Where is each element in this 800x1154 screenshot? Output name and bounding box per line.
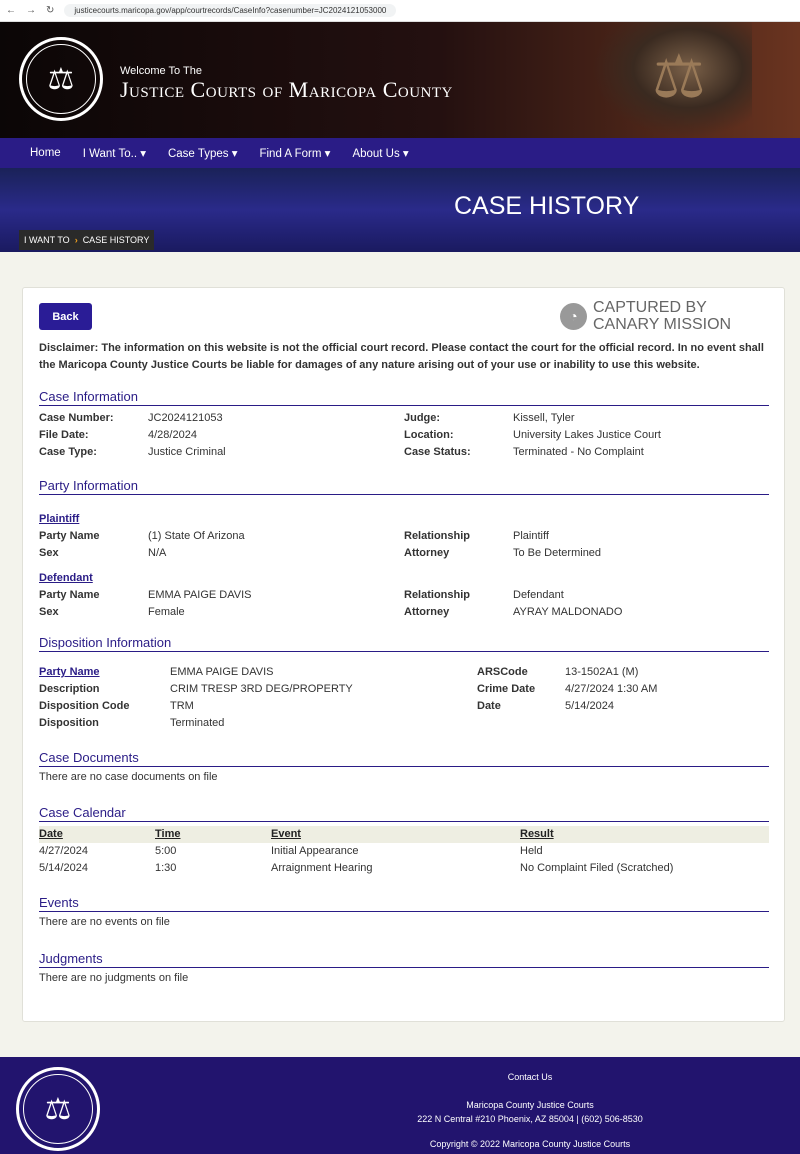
table-row <box>39 664 769 681</box>
field-label: File Date: <box>39 429 89 441</box>
footer-address: 222 N Central #210 Phoenix, AZ 85004 | (602) 506-8530 <box>417 1114 643 1124</box>
field-label: Attorney <box>404 606 450 618</box>
section-heading: Judgments <box>39 951 769 968</box>
field-label: 4/27/2024 <box>39 845 88 857</box>
field-label: Initial Appearance <box>271 845 359 857</box>
field-value: Terminated <box>170 717 225 729</box>
field-label: Disposition Code <box>39 700 130 712</box>
canary-mission-watermark <box>560 299 731 333</box>
field-label: Judge: <box>404 412 441 424</box>
table-row <box>39 843 769 860</box>
column-header[interactable]: Event <box>271 828 301 840</box>
field-label: Case Status: <box>404 446 471 458</box>
field-label: Party Name <box>39 589 100 601</box>
field-value: EMMA PAIGE DAVIS <box>170 666 274 678</box>
field-label: Sex <box>39 606 59 618</box>
field-value: 1:30 <box>155 862 177 874</box>
back-arrow-icon[interactable]: ← <box>6 5 16 16</box>
section-heading: Party Information <box>39 478 769 495</box>
empty-message: There are no events on file <box>39 916 170 928</box>
page-title: CASE HISTORY <box>454 192 640 220</box>
field-value: University Lakes Justice Court <box>513 429 661 441</box>
breadcrumb <box>19 230 154 250</box>
field-label: Description <box>39 683 100 695</box>
column-header[interactable]: Time <box>155 828 181 840</box>
field-value: 4/27/2024 1:30 AM <box>565 683 658 695</box>
field-value: No Complaint Filed (Scratched) <box>520 862 674 874</box>
field-label: Arraignment Hearing <box>271 862 373 874</box>
case-card <box>22 287 785 1022</box>
nav-i-want-to[interactable]: I Want To.. ▾ <box>82 148 146 160</box>
field-value: Held <box>520 845 543 857</box>
welcome-text: Welcome To The <box>120 65 202 77</box>
disclaimer: Disclaimer: The information on this website is not the official court record. Please contact the court for the official record. In no event shall the Maricopa County Justice Courts be liable for damages of any nature arising out of your use or inability to use this website. <box>39 342 764 371</box>
empty-message: There are no judgments on file <box>39 972 189 984</box>
table-row <box>39 715 769 732</box>
lady-justice-image: ⚖ <box>592 22 752 138</box>
judgments-section <box>39 951 769 984</box>
field-value: To Be Determined <box>513 547 602 559</box>
field-label: Crime Date <box>477 683 536 695</box>
breadcrumb-i-want-to[interactable]: I WANT TO <box>24 235 70 245</box>
field-label: Relationship <box>404 530 471 542</box>
main-nav <box>0 138 800 168</box>
party-information-section <box>39 478 769 621</box>
field-value: 5:00 <box>155 845 177 857</box>
field-value: EMMA PAIGE DAVIS <box>148 589 252 601</box>
field-value: CRIM TRESP 3RD DEG/PROPERTY <box>170 683 353 695</box>
table-row <box>39 444 769 461</box>
table-row <box>39 587 769 604</box>
field-value: Terminated - No Complaint <box>513 446 644 458</box>
field-value: Justice Criminal <box>148 446 226 458</box>
field-label: Date <box>477 700 501 712</box>
nav-case-types[interactable]: Case Types ▾ <box>167 148 238 160</box>
section-heading: Case Documents <box>39 750 769 767</box>
disposition-section <box>39 635 769 732</box>
events-section <box>39 895 769 928</box>
table-row <box>39 860 769 877</box>
page-banner <box>0 168 800 252</box>
table-row <box>39 698 769 715</box>
section-heading: Events <box>39 895 769 912</box>
table-row <box>39 545 769 562</box>
field-label <box>477 715 565 732</box>
contact-us-link[interactable]: Contact Us <box>507 1072 553 1082</box>
county-seal-logo[interactable]: ⚖ <box>19 37 103 121</box>
field-value: 13-1502A1 (M) <box>565 666 639 678</box>
section-heading: Disposition Information <box>39 635 769 652</box>
footer-county-seal-logo: ⚖ <box>16 1067 100 1151</box>
table-row <box>39 528 769 545</box>
site-footer <box>0 1057 800 1154</box>
section-heading: Case Calendar <box>39 805 769 822</box>
back-button[interactable]: Back <box>39 303 92 330</box>
breadcrumb-case-history: CASE HISTORY <box>82 235 150 245</box>
field-value: N/A <box>148 547 167 559</box>
chevron-right-icon: › <box>74 235 78 245</box>
empty-message: There are no case documents on file <box>39 771 218 783</box>
field-label: ARSCode <box>477 666 528 678</box>
nav-home[interactable]: Home <box>30 147 61 159</box>
column-header[interactable]: Result <box>520 828 554 840</box>
field-label: Sex <box>39 547 59 559</box>
field-label: Disposition <box>39 717 99 729</box>
canary-line-1: CAPTURED BY <box>593 299 707 316</box>
forward-arrow-icon[interactable]: → <box>26 5 36 16</box>
canary-bird-icon: ◔ <box>560 303 587 330</box>
site-header <box>0 22 800 138</box>
canary-line-2: CANARY MISSION <box>593 316 732 333</box>
field-value: 4/28/2024 <box>148 429 197 441</box>
plaintiff-link[interactable]: Plaintiff <box>39 513 80 525</box>
nav-about-us[interactable]: About Us ▾ <box>352 148 409 160</box>
browser-bar <box>0 0 800 22</box>
party-name-link[interactable]: Party Name <box>39 666 100 678</box>
footer-copyright: Copyright © 2022 Maricopa County Justice Courts <box>429 1139 631 1149</box>
field-value: Defendant <box>513 589 564 601</box>
field-value <box>565 715 765 732</box>
field-value: 5/14/2024 <box>565 700 614 712</box>
field-value: Plaintiff <box>513 530 549 542</box>
case-calendar-section <box>39 805 769 877</box>
field-label: 5/14/2024 <box>39 862 88 874</box>
field-value: JC2024121053 <box>148 412 223 424</box>
field-label: Relationship <box>404 589 471 601</box>
field-label: Case Number: <box>39 412 114 424</box>
site-title: Justice Courts of Maricopa County <box>120 77 453 102</box>
field-value: TRM <box>170 700 194 712</box>
defendant-link[interactable]: Defendant <box>39 572 93 584</box>
case-information-section <box>39 389 769 461</box>
footer-org: Maricopa County Justice Courts <box>466 1100 594 1110</box>
reload-icon[interactable]: ↻ <box>46 5 55 16</box>
section-heading: Case Information <box>39 389 769 406</box>
nav-find-a-form[interactable]: Find A Form ▾ <box>259 148 331 160</box>
table-header <box>39 826 769 843</box>
table-row <box>39 604 769 621</box>
field-value: Female <box>148 606 185 618</box>
field-label: Attorney <box>404 547 450 559</box>
case-documents-section <box>39 750 769 783</box>
field-value: (1) State Of Arizona <box>148 530 245 542</box>
field-value: AYRAY MALDONADO <box>513 606 623 618</box>
field-label: Case Type: <box>39 446 97 458</box>
field-label: Party Name <box>39 530 100 542</box>
table-row <box>39 427 769 444</box>
address-bar[interactable]: justicecourts.maricopa.gov/app/courtrecords/CaseInfo?casenumber=JC2024121053000 <box>64 4 396 17</box>
table-row <box>39 681 769 698</box>
field-label: Location: <box>404 429 454 441</box>
field-value: Kissell, Tyler <box>513 412 575 424</box>
column-header[interactable]: Date <box>39 828 63 840</box>
table-row <box>39 410 769 427</box>
